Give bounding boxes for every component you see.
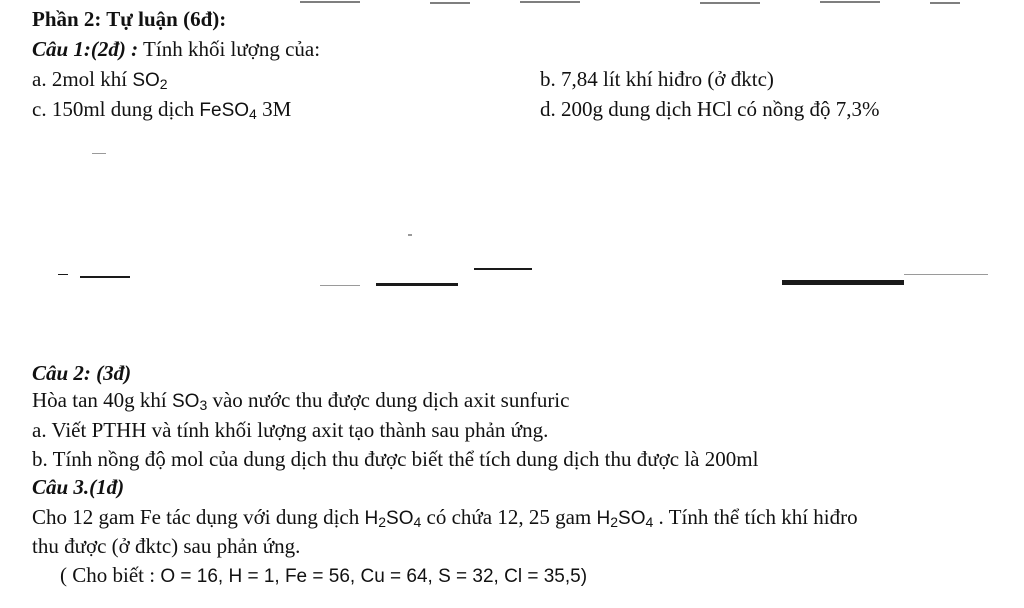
question-3-text: Cho 12 gam Fe tác dụng với dung dịch $H_2SO_4$ có chứa 12, 25 gam $H_2SO_4$ . Tính thể tích khí hiđro xyxy=(32,505,858,530)
scan-dash xyxy=(58,274,68,275)
question-1-heading xyxy=(32,36,320,62)
formula-feso4: FeSO$_4$ xyxy=(199,100,257,122)
question-2-label: Câu 2: (3đ) xyxy=(32,361,132,385)
question-2-part-a: a. Viết PTHH và tính khối lượng axit tạo thành sau phản ứng. xyxy=(32,418,549,442)
atomic-mass-values: O = 16, H = 1, Fe = 56, Cu = 64, S = 32, Cl = 35,5) xyxy=(160,566,588,587)
q1-item-b: b. 7,84 lít khí hiđro (ở đktc) xyxy=(540,67,774,91)
question-2-intro: Hòa tan 40g khí $SO_3$ vào nước thu được dung dịch axit sunfuric xyxy=(32,388,570,413)
question-3-line-2: thu được (ở đktc) sau phản ứng. xyxy=(32,534,301,558)
atomic-mass-hint: ( Cho biết : O = 16, H = 1, Fe = 56, Cu = 64, S = 32, Cl = 35,5) xyxy=(60,563,588,587)
question-2-part-b: b. Tính nồng độ mol của dung dịch thu được biết thể tích dung dịch thu được là 200ml xyxy=(32,447,759,471)
formula-h2so4: $H_2SO_4$ xyxy=(596,508,654,530)
scan-line xyxy=(782,280,904,285)
scan-line xyxy=(80,276,130,278)
q1-item-c: c. 150ml dung dịch FeSO$_4$ 3M xyxy=(32,97,292,122)
scan-line xyxy=(904,274,988,275)
scan-line xyxy=(376,283,458,286)
part-title: Phần 2: Tự luận (6đ): xyxy=(32,7,227,31)
question-3-label: Câu 3.(1đ) xyxy=(32,475,125,499)
formula-h2so4: $H_2SO_4$ xyxy=(364,508,422,530)
q1-item-a: a. 2mol khí $SO_2$ xyxy=(32,67,168,92)
question-1-text: Tính khối lượng của: xyxy=(138,37,321,61)
scan-dot xyxy=(92,153,106,154)
formula-so2: $SO_2$ xyxy=(132,70,168,92)
q1-item-d: d. 200g dung dịch HCl có nồng độ 7,3% xyxy=(540,97,880,121)
scan-line xyxy=(474,268,532,270)
scan-line xyxy=(320,285,360,286)
question-1-label: Câu 1:(2đ) : xyxy=(32,37,139,61)
scan-dot xyxy=(408,234,412,236)
formula-so3: $SO_3$ xyxy=(171,391,208,413)
